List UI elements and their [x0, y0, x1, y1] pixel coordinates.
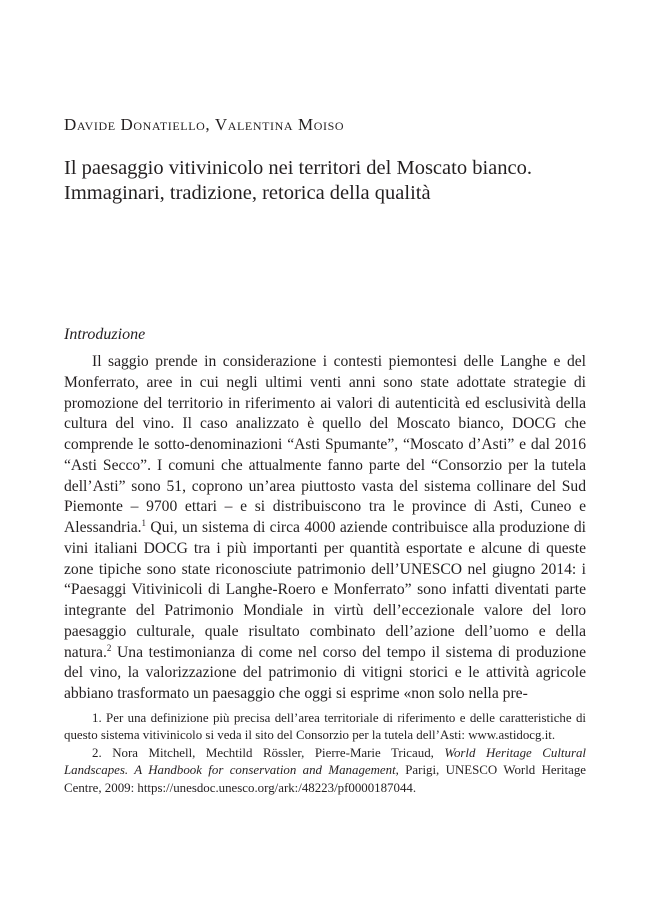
- body-text: [64, 352, 586, 705]
- footnote-2-title: World Heritage Cultural Landscapes. A Handbook for conservation and Management: [64, 745, 586, 778]
- chapter-title-line-2: Immaginari, tradizione, retorica della qualità: [64, 182, 431, 204]
- body-text-part-2: Qui, un sistema di circa 4000 aziende contribuisce alla produzione di vini italiani DOCG tra i più importanti per quantità esportate e alcune di queste zone tipiche sono state riconosciute patrimonio dell’UNESCO nel giugno 2014: i “Paesaggi Vitivinicoli di Langhe-Roero e Monferrato” sono infatti diventati parte integrante del Patrimonio Mondiale in virtù dell’eccezionale valore del loro paesaggio culturale, quale risultato combinato dell’azione dell’uomo e della natura.: [64, 519, 586, 661]
- footnotes: [64, 710, 586, 797]
- body-text-part-3: Una testimonianza di come nel corso del tempo il sistema di produzione del vino, la valorizzazione del patrimonio di vitigni storici e le attività agricole abbiano trasformato un paesaggio che oggi si esprime «non solo nella pre-: [64, 643, 586, 702]
- chapter-title: [64, 156, 624, 206]
- footnote-2-publication: , Parigi, UNESCO World Heritage Centre, 2009: https://unesdoc.unesco.org/ark:/48223/pf0000187044.: [64, 763, 586, 795]
- footnote-ref-1: 1: [141, 517, 147, 528]
- footnote-ref-2: 2: [106, 642, 112, 653]
- section-heading: Introduzione: [64, 326, 146, 343]
- body-text-part-1: Il saggio prende in considerazione i contesti piemontesi delle Langhe e del Monferrato, aree in cui negli ultimi venti anni sono state adottate strategie di promozione del territorio in riferimento ai valori di autenticità ed esclusività della cultura del vino. Il caso analizzato è quello del Moscato bianco, DOCG che comprende le sotto-denominazioni “Asti Spumante”, “Moscato d’Asti” e dal 2016 “Asti Secco”. I comuni che attualmente fanno parte del “Consorzio per la tutela dell’Asti” sono 51, coprono un’area piuttosto vasta del sistema collinare del Sud Piemonte – 9700 ettari – e si distribuiscono tra le province di Asti, Cuneo e Alessandria.: [64, 353, 586, 536]
- body-paragraph: [64, 352, 586, 705]
- footnote-1: 1. Per una definizione più precisa dell’area territoriale di riferimento e delle caratteristiche di questo sistema vitivinicolo si veda il sito del Consorzio per la tutela dell’Asti: www.astidocg.it.: [64, 711, 586, 743]
- footnote-2: [64, 745, 586, 797]
- footnote-2-authors: 2. Nora Mitchell, Mechtild Rössler, Pierre-Marie Tricaud,: [92, 745, 445, 760]
- chapter-title-line-1: Il paesaggio vitivinicolo nei territori del Moscato bianco.: [64, 157, 532, 179]
- chapter-authors: Davide Donatiello, Valentina Moiso: [64, 115, 345, 134]
